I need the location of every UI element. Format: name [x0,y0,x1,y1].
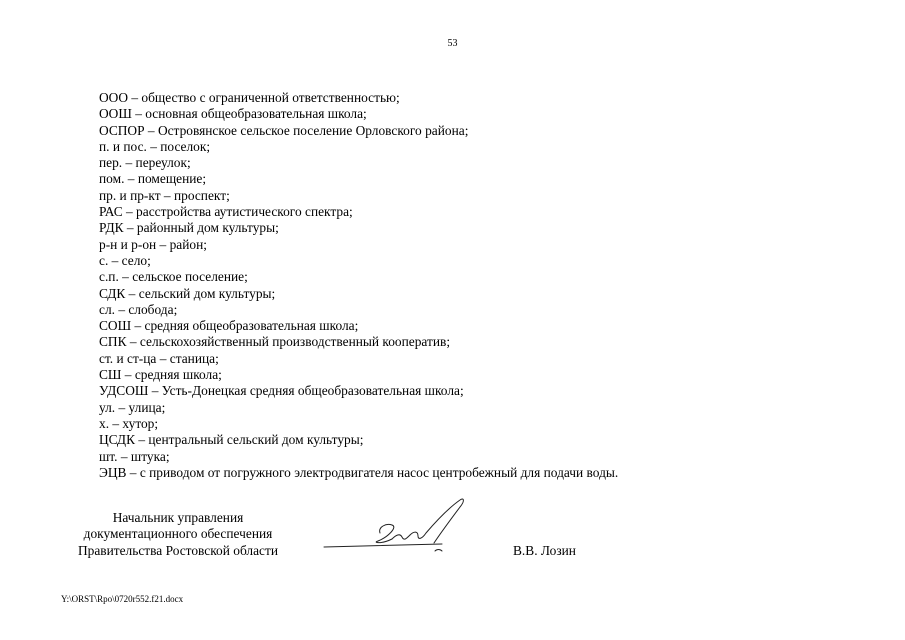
abbreviation-item: ЭЦВ – с приводом от погружного электродвигателя насос центробежный для подачи воды. [99,464,619,480]
abbreviation-item: ст. и ст-ца – станица; [99,350,219,366]
abbreviation-item: х. – хутор; [99,415,159,431]
signer-title-line: Правительства Ростовской области [77,542,279,558]
abbreviation-item: р-н и р-он – район; [99,236,207,252]
abbreviation-item: СШ – средняя школа; [99,367,222,383]
abbreviation-item: СПК – сельскохозяйственный производственный кооператив; [99,334,451,350]
signer-name: В.В. Лозин [513,543,576,558]
abbreviation-item: УДСОШ – Усть-Донецкая средняя общеобразовательная школа; [99,383,464,399]
signer-title-line: документационного обеспечения [83,526,273,542]
signer-title [58,510,298,559]
abbreviation-item: ОСПОР – Островянское сельское поселение Орловского района; [99,122,469,138]
abbreviation-item: с. – село; [99,252,151,268]
abbreviation-item: РДК – районный дом культуры; [99,220,279,236]
abbreviation-item: с.п. – сельское поселение; [99,269,248,285]
abbreviation-item: сл. – слобода; [99,301,178,317]
abbreviation-item: СОШ – средняя общеобразовательная школа; [99,318,359,334]
abbreviation-item: шт. – штука; [99,448,170,464]
abbreviation-item: ул. – улица; [99,399,166,415]
abbreviation-item: пер. – переулок; [99,155,191,171]
abbreviation-item: пом. – помещение; [99,171,207,187]
abbreviation-item: ООО – общество с ограниченной ответственностью; [99,90,400,105]
abbreviation-item: ЦСДК – центральный сельский дом культуры; [99,432,364,448]
file-path: Y:\ORST\Rpo\0720r552.f21.docx [61,594,184,604]
page-number: 53 [447,38,458,49]
abbreviation-item: пр. и пр-кт – проспект; [99,187,230,203]
abbreviation-item: СДК – сельский дом культуры; [99,285,276,301]
abbreviation-item: ООШ – основная общеобразовательная школа; [99,106,367,122]
abbreviation-item: РАС – расстройства аутистического спектра; [99,204,353,220]
signer-title-line: Начальник управления [112,510,244,525]
handwritten-signature [322,497,482,561]
abbreviation-list [99,90,618,481]
abbreviation-item: п. и пос. – поселок; [99,138,211,154]
